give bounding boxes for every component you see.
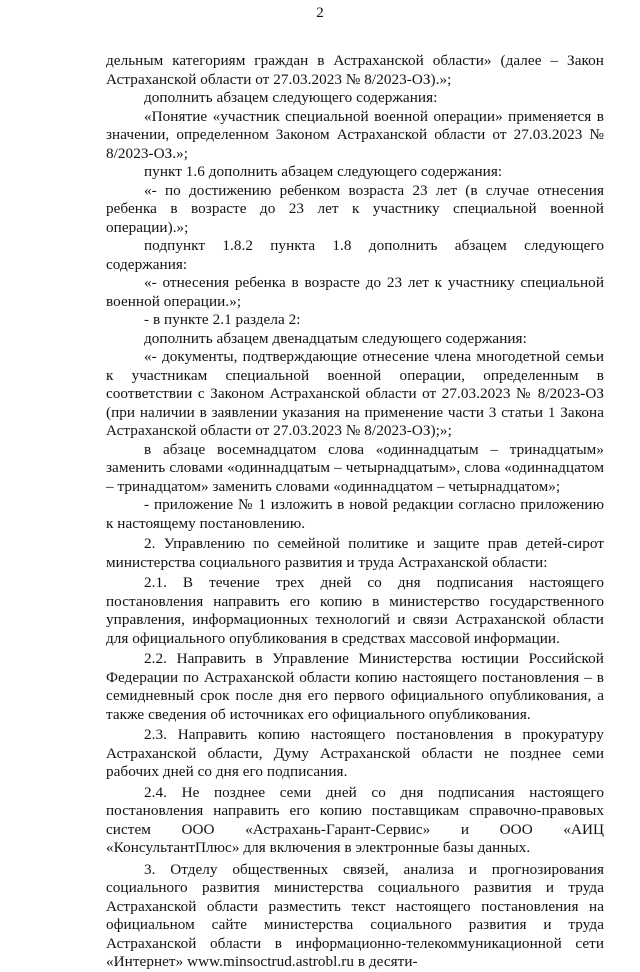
paragraph-2-2: 2.2. Направить в Управление Министерства юстиции Российской Федерации по Астраханской области копию настоящего постановления – в семидневный срок после дня его первого официального опубликования, а также сведения об источниках его официального опубликования.: [106, 650, 604, 723]
paragraph-twelfth-intro: дополнить абзацем двенадцатым следующего содержания:: [144, 329, 527, 347]
paragraph-subpoint-1-8-2-text: «- отнесения ребенка в возрасте до 23 лет к участнику специальной военной операции.»;: [106, 274, 604, 310]
paragraph-amend-intro: дополнить абзацем следующего содержания:: [144, 89, 438, 106]
paragraph-continuation: дельным категориям граждан в Астраханской области» (далее – Закон Астраханской области от 27.03.2023 № 8/2023-ОЗ).»;: [106, 52, 604, 88]
document-body: [106, 52, 604, 972]
paragraph-point-1-6-text: «- по достижению ребенком возраста 23 лет (в случае отнесения ребенка в возрасте до 23 лет к участнику специальной военной операции).»;: [106, 181, 604, 236]
paragraph-section-2: 2. Управлению по семейной политике и защите прав детей-сирот министерства социального развития и труда Астраханской области:: [106, 535, 604, 571]
paragraph-section-3: 3. Отделу общественных связей, анализа и прогнозирования социального развития министерства социального развития и труда Астраханской области разместить текст настоящего постановления на официальном сайте министерства социального развития и труда Астраханской области в информационно-телекоммуникационной сети «Интернет» www.minsoctrud.astrobl.ru в десяти-: [106, 860, 604, 970]
paragraph-subpoint-1-8-2: подпункт 1.8.2 пункта 1.8 дополнить абзацем следующего содержания:: [106, 237, 604, 273]
paragraph-eighteenth: в абзаце восемнадцатом слова «одиннадцатым – тринадцатым» заменить словами «одиннадцатым – четырнадцатым», слова «одиннадцатом – тринадцатом» заменить словами «одиннадцатом – четырнадцатом»;: [106, 440, 604, 495]
paragraph-point-2-1: - в пункте 2.1 раздела 2:: [144, 311, 301, 328]
paragraph-2-4: 2.4. Не позднее семи дней со дня подписания настоящего постановления направить его копию поставщикам справочно-правовых систем ООО «Астрахань-Гарант-Сервис» и ООО «АИЦ «КонсультантПлюс» для включения в электронные базы данных.: [106, 783, 604, 856]
paragraph-point-1-6: пункт 1.6 дополнить абзацем следующего содержания:: [144, 163, 503, 180]
paragraph-documents: «- документы, подтверждающие отнесение члена многодетной семьи к участникам специальной военной операции, определенным в соответствии с Законом Астраханской области от 27.03.2023 № 8/2023-ОЗ (при наличии в заявлении указания на применение части 3 статьи 1 Закона Астраханской области от 27.03.2023 № 8/2023-ОЗ);»;: [106, 348, 604, 439]
paragraph-2-3: 2.3. Направить копию настоящего постановления в прокуратуру Астраханской области, Думу Астраханской области не позднее семи рабочих дней со дня его подписания.: [106, 726, 604, 780]
page-number: 2: [316, 5, 324, 21]
paragraph-appendix: - приложение № 1 изложить в новой редакции согласно приложению к настоящему постановлению.: [106, 496, 604, 532]
paragraph-svo-definition: «Понятие «участник специальной военной операции» применяется в значении, определенном Законом Астраханской области от 27.03.2023 № 8/2023-ОЗ.»;: [106, 107, 604, 162]
paragraph-2-1: 2.1. В течение трех дней со дня подписания настоящего постановления направить его копию в министерство государственного управления, информационных технологий и связи Астраханской области для официального опубликования в средствах массовой информации.: [106, 574, 604, 647]
